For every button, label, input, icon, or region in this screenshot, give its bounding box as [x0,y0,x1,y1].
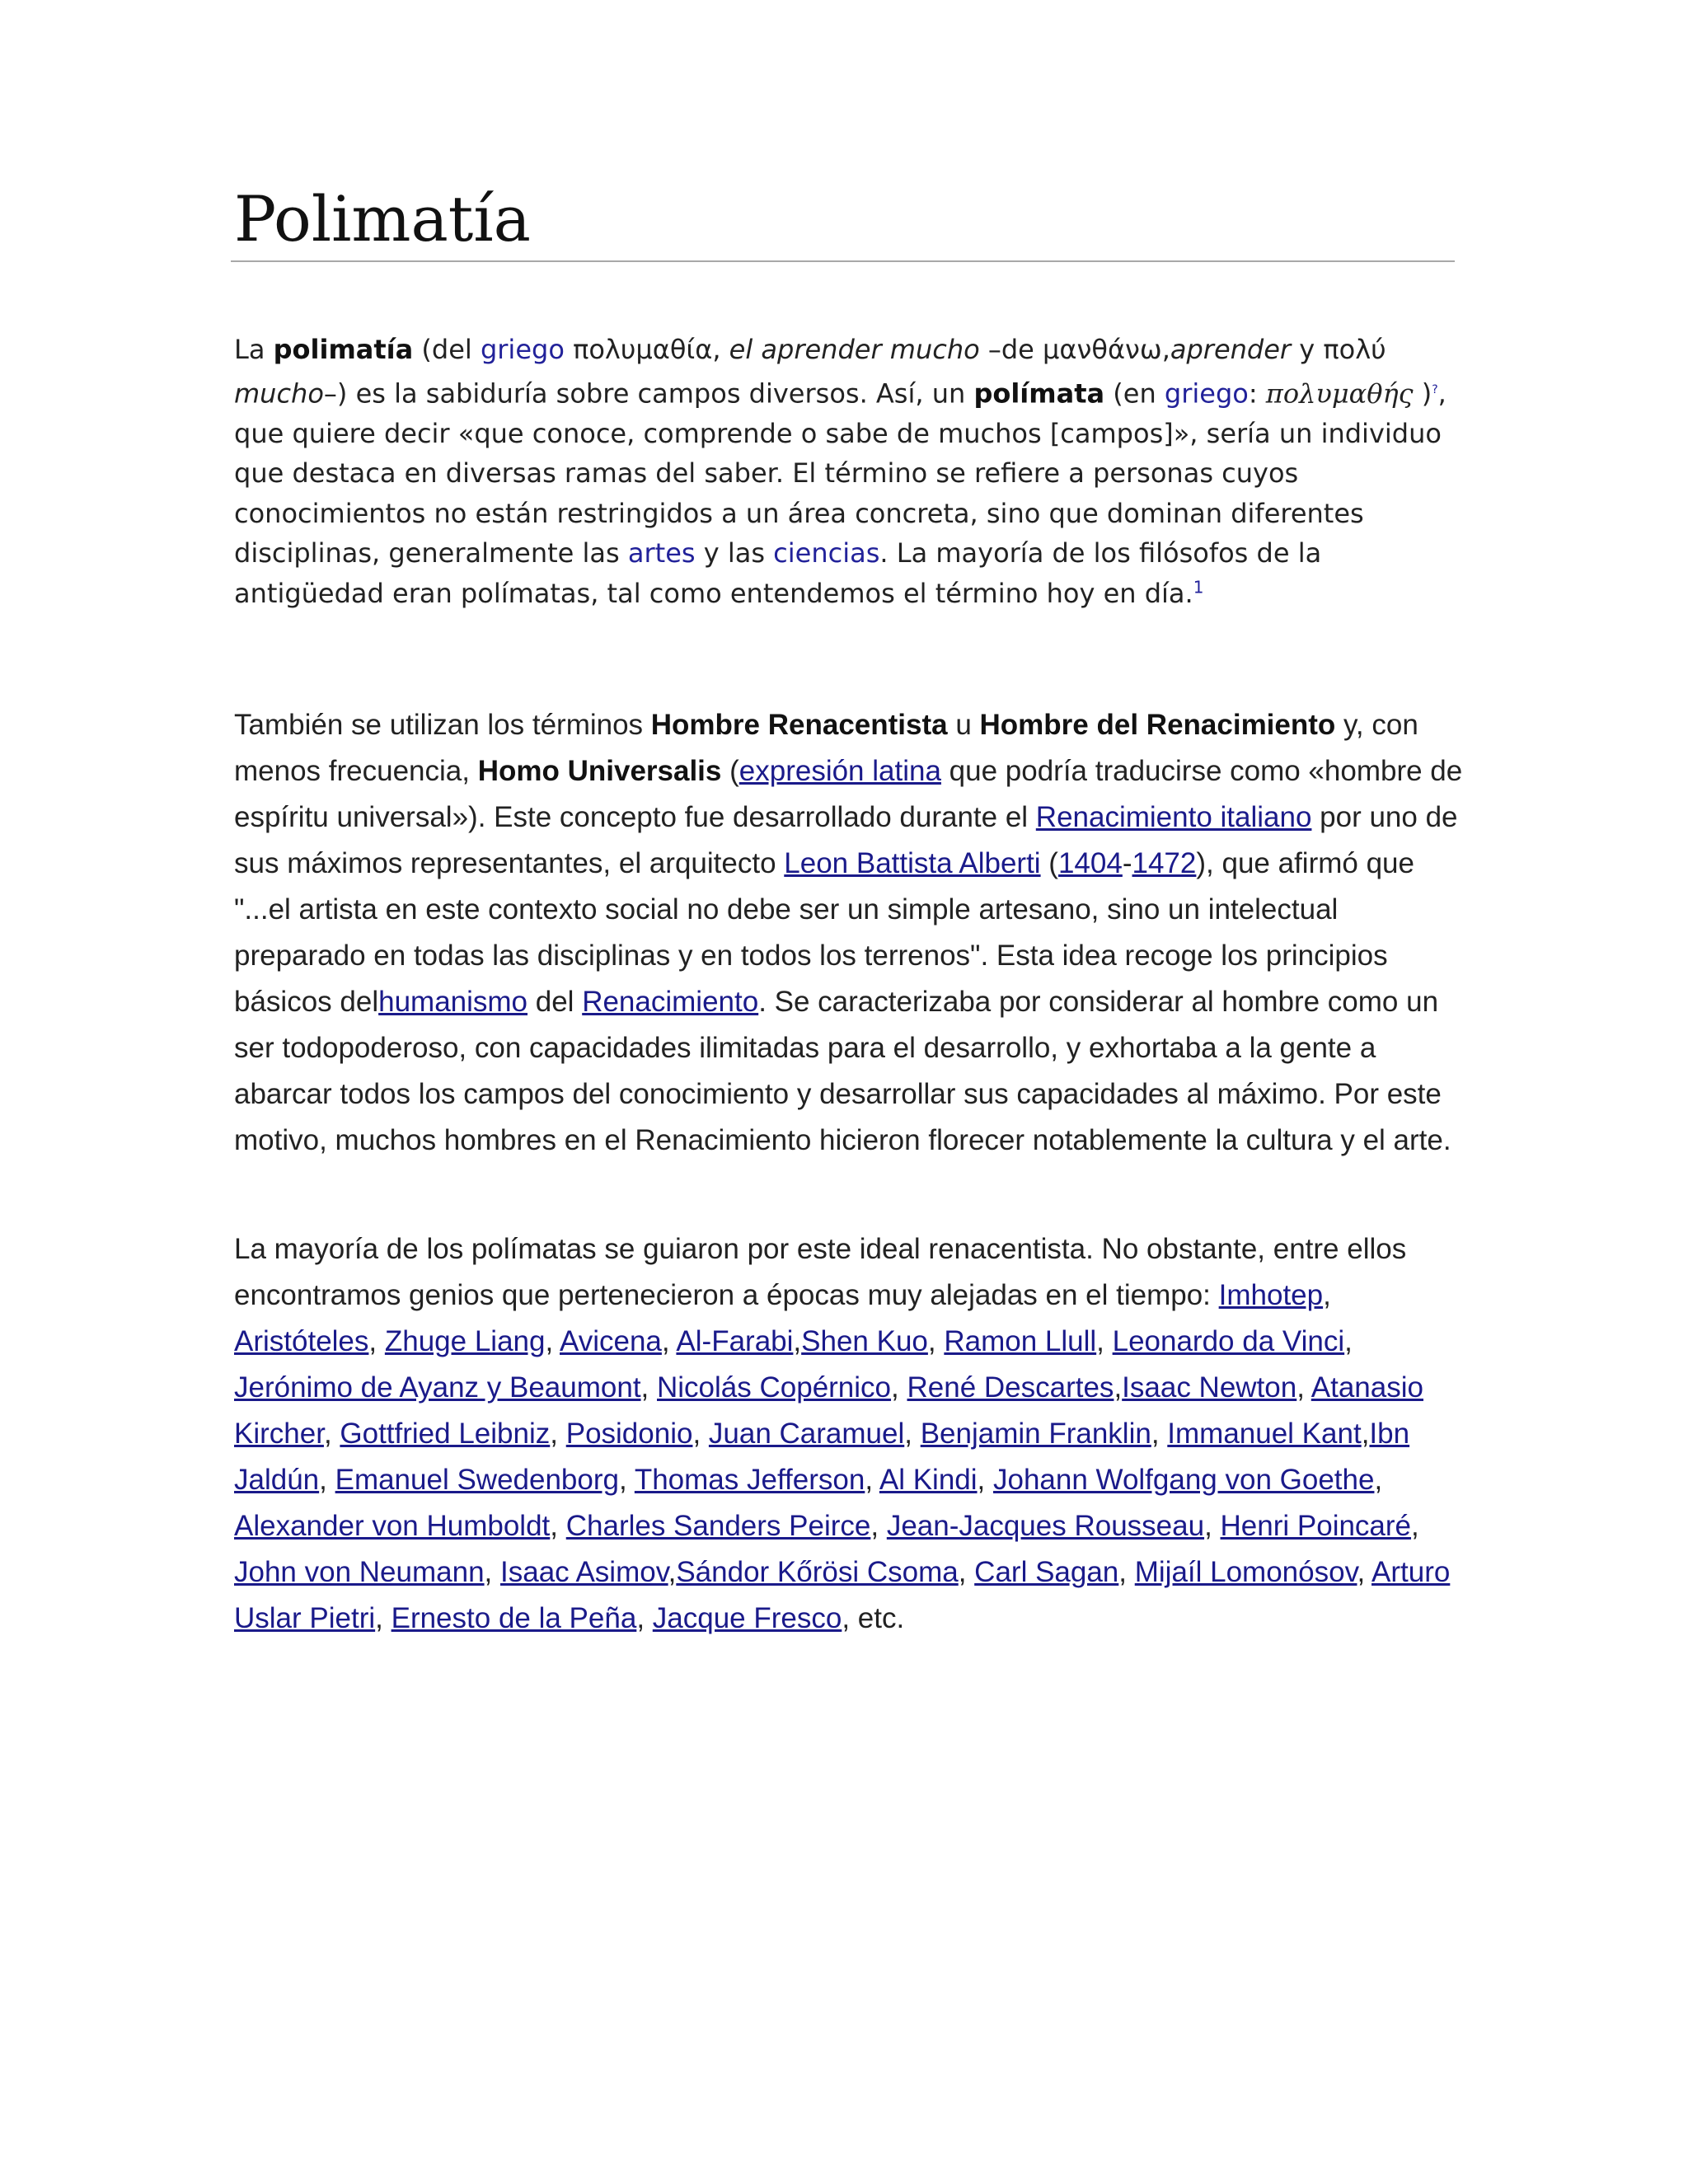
separator: , [1374,1464,1383,1496]
italic-text: aprender [1170,334,1292,365]
text: del [528,986,583,1018]
page-title: Polimatía [234,182,531,255]
polymath-link[interactable]: Imhotep [1218,1279,1324,1311]
polymath-link[interactable]: Johann Wolfgang von Goethe [992,1464,1375,1496]
link-griego-2[interactable]: griego [1164,377,1249,410]
polymath-link[interactable]: Carl Sagan [974,1556,1119,1588]
separator: , [1361,1418,1370,1450]
separator: , [1096,1325,1113,1357]
polymath-link[interactable]: Atanasio Kircher [234,1371,1423,1450]
text: : [1248,377,1266,410]
polymath-link[interactable]: Charles Sanders Peirce [565,1510,871,1542]
italic-text: el aprender mucho [729,334,980,365]
renaissance-paragraph [234,702,1470,1164]
polymath-link[interactable]: John von Neumann [234,1556,485,1588]
polymath-link[interactable]: Al Kindi [879,1464,978,1496]
link-humanismo[interactable]: humanismo [378,986,528,1018]
polymath-link[interactable]: Immanuel Kant [1167,1418,1362,1450]
polymath-link[interactable]: Arturo Uslar Pietri [234,1556,1451,1634]
bold-term: Hombre del Renacimiento [979,709,1336,741]
separator: , [640,1371,657,1404]
polymath-link[interactable]: Isaac Newton [1122,1371,1297,1404]
separator: , [958,1556,975,1588]
link-alberti[interactable]: Leon Battista Alberti [784,847,1041,879]
text: También se utilizan los términos [234,709,651,741]
text: , que quiere decir «que conoce, comprende o sabe de muchos [campos]», sería un individuo que destaca en diversas ramas del saber. El término se refiere a personas cuyos conocimientos no están restringidos a un área concreta, sino que dominan diferentes disciplinas, generalmente las [234,377,1447,569]
link-griego[interactable]: griego [480,334,565,365]
separator: , [927,1325,945,1357]
link-ciencias[interactable]: ciencias [773,537,880,569]
text: –de μανθάνω, [979,334,1170,365]
separator: , [1114,1371,1123,1404]
polymath-link[interactable]: Zhuge Liang [384,1325,546,1357]
polymath-link[interactable]: Thomas Jefferson [634,1464,865,1496]
separator: , [545,1325,560,1357]
separator: , [692,1418,709,1450]
polymath-link[interactable]: Shen Kuo [801,1325,928,1357]
polymath-link[interactable]: Henri Poincaré [1220,1510,1412,1542]
separator: , [1357,1556,1372,1588]
link-artes[interactable]: artes [627,537,696,569]
polymath-link[interactable]: Nicolás Copérnico [657,1371,892,1404]
italic-greek: πολυμαθής [1265,377,1414,410]
separator: , [1411,1510,1419,1542]
separator: , [319,1464,335,1496]
separator: , [1118,1556,1135,1588]
link-1472[interactable]: 1472 [1132,847,1197,879]
separator: , [1151,1418,1168,1450]
separator: , [977,1464,993,1496]
text: ( [721,755,739,787]
separator: , [1344,1325,1353,1357]
bold-term-polimatia: polimatía [273,334,414,365]
polymaths-paragraph [234,1226,1470,1642]
reference-link[interactable]: 1 [1193,577,1204,597]
link-expresion-latina[interactable]: expresión latina [738,755,941,787]
separator: , [904,1418,921,1450]
separator: , [870,1510,887,1542]
polymath-link[interactable]: Jean-Jacques Rousseau [886,1510,1205,1542]
text: . La mayoría de los filósofos de la antigüedad eran polímatas, tal como entendemos el término hoy en día. [234,537,1322,609]
link-renacimiento[interactable]: Renacimiento [582,986,759,1018]
link-1404[interactable]: 1404 [1057,847,1123,879]
polymath-link[interactable]: Benjamin Franklin [920,1418,1151,1450]
separator: , [661,1325,677,1357]
separator: , [891,1371,907,1404]
polymath-link[interactable]: René Descartes [907,1371,1114,1404]
text: u [947,709,980,741]
link-renacimiento-italiano[interactable]: Renacimiento italiano [1035,801,1312,833]
separator: , [368,1325,385,1357]
polymath-link[interactable]: Jerónimo de Ayanz y Beaumont [234,1371,641,1404]
text: πολυμαθία, [564,334,729,365]
text: que podría traducirse como «hombre de espíritu universal»). Este concepto fue desarrollado durante el [234,755,1463,833]
text: - [1122,847,1132,879]
text: , etc. [842,1602,905,1634]
separator: , [550,1418,566,1450]
separator: , [619,1464,635,1496]
text: ) [1413,377,1432,410]
polymath-link[interactable]: Emanuel Swedenborg [335,1464,619,1496]
text: y πολύ [1291,334,1386,365]
bold-term: Homo Universalis [477,755,722,787]
polymath-link[interactable]: Alexander von Humboldt [234,1510,551,1542]
polymath-link[interactable]: Aristóteles [234,1325,369,1357]
polymath-link[interactable]: Sándor Kőrösi Csoma [676,1556,959,1588]
polymath-link[interactable]: Gottfried Leibniz [340,1418,551,1450]
polymath-link[interactable]: Leonardo da Vinci [1112,1325,1345,1357]
separator: , [1296,1371,1311,1404]
text: (del [413,334,481,365]
text: y, con menos frecuencia, [234,709,1418,787]
polymath-link[interactable]: Avicena [560,1325,662,1357]
separator: , [636,1602,653,1634]
bold-term-polimata: polímata [973,377,1105,410]
polymath-link[interactable]: Ramon Llull [944,1325,1097,1357]
text: La [234,334,274,365]
text: La mayoría de los polímatas se guiaron por este ideal renacentista. No obstante, entre ellos encontramos genios que pertenecieron a épocas muy alejadas en el tiempo: [234,1233,1407,1311]
polymath-link[interactable]: Jacque Fresco [652,1602,842,1634]
polymath-link[interactable]: Ibn Jaldún [234,1418,1410,1496]
intro-paragraph [234,330,1462,613]
polymath-link[interactable]: Juan Caramuel [708,1418,905,1450]
polymath-links-list [234,1279,1450,1634]
polymath-link[interactable]: Isaac Asimov [500,1556,668,1588]
separator: , [1204,1510,1221,1542]
text: ), que afirmó que "...el artista en este contexto social no debe ser un simple artesano, sino un intelectual preparado en todas las disciplinas y en todos los terrenos". Esta idea recoge los principios básicos del [234,847,1414,1018]
italic-text: mucho [234,377,324,410]
text: ( [1040,847,1058,879]
text: –) es la sabiduría sobre campos diversos. Así, un [323,377,974,410]
separator: , [1323,1279,1331,1311]
text: . Se caracterizaba por considerar al hombre como un ser todopoderoso, con capacidades ilimitadas para el desarrollo, y exhortaba a la gente a abarcar todos los campos del conocimiento y desarrollar sus capacidades al máximo. Por este motivo, muchos hombres en el Renacimiento hicieron florecer notablemente la cultura y el arte. [234,986,1451,1156]
polymath-link[interactable]: Al-Farabi [676,1325,794,1357]
separator: , [550,1510,566,1542]
separator: , [484,1556,500,1588]
separator: , [323,1418,340,1450]
text: (en [1104,377,1165,410]
pronunciation-link[interactable]: ? [1432,382,1438,396]
text: y las [695,537,774,569]
bold-term: Hombre Renacentista [650,709,948,741]
title-divider [231,260,1455,262]
polymath-link[interactable]: Posidonio [565,1418,693,1450]
separator: , [865,1464,879,1496]
polymath-link[interactable]: Ernesto de la Peña [391,1602,637,1634]
separator: , [668,1556,677,1588]
text: por uno de sus máximos representantes, el arquitecto [234,801,1458,879]
separator: , [793,1325,802,1357]
separator: , [375,1602,392,1634]
polymath-link[interactable]: Mijaíl Lomonósov [1134,1556,1357,1588]
